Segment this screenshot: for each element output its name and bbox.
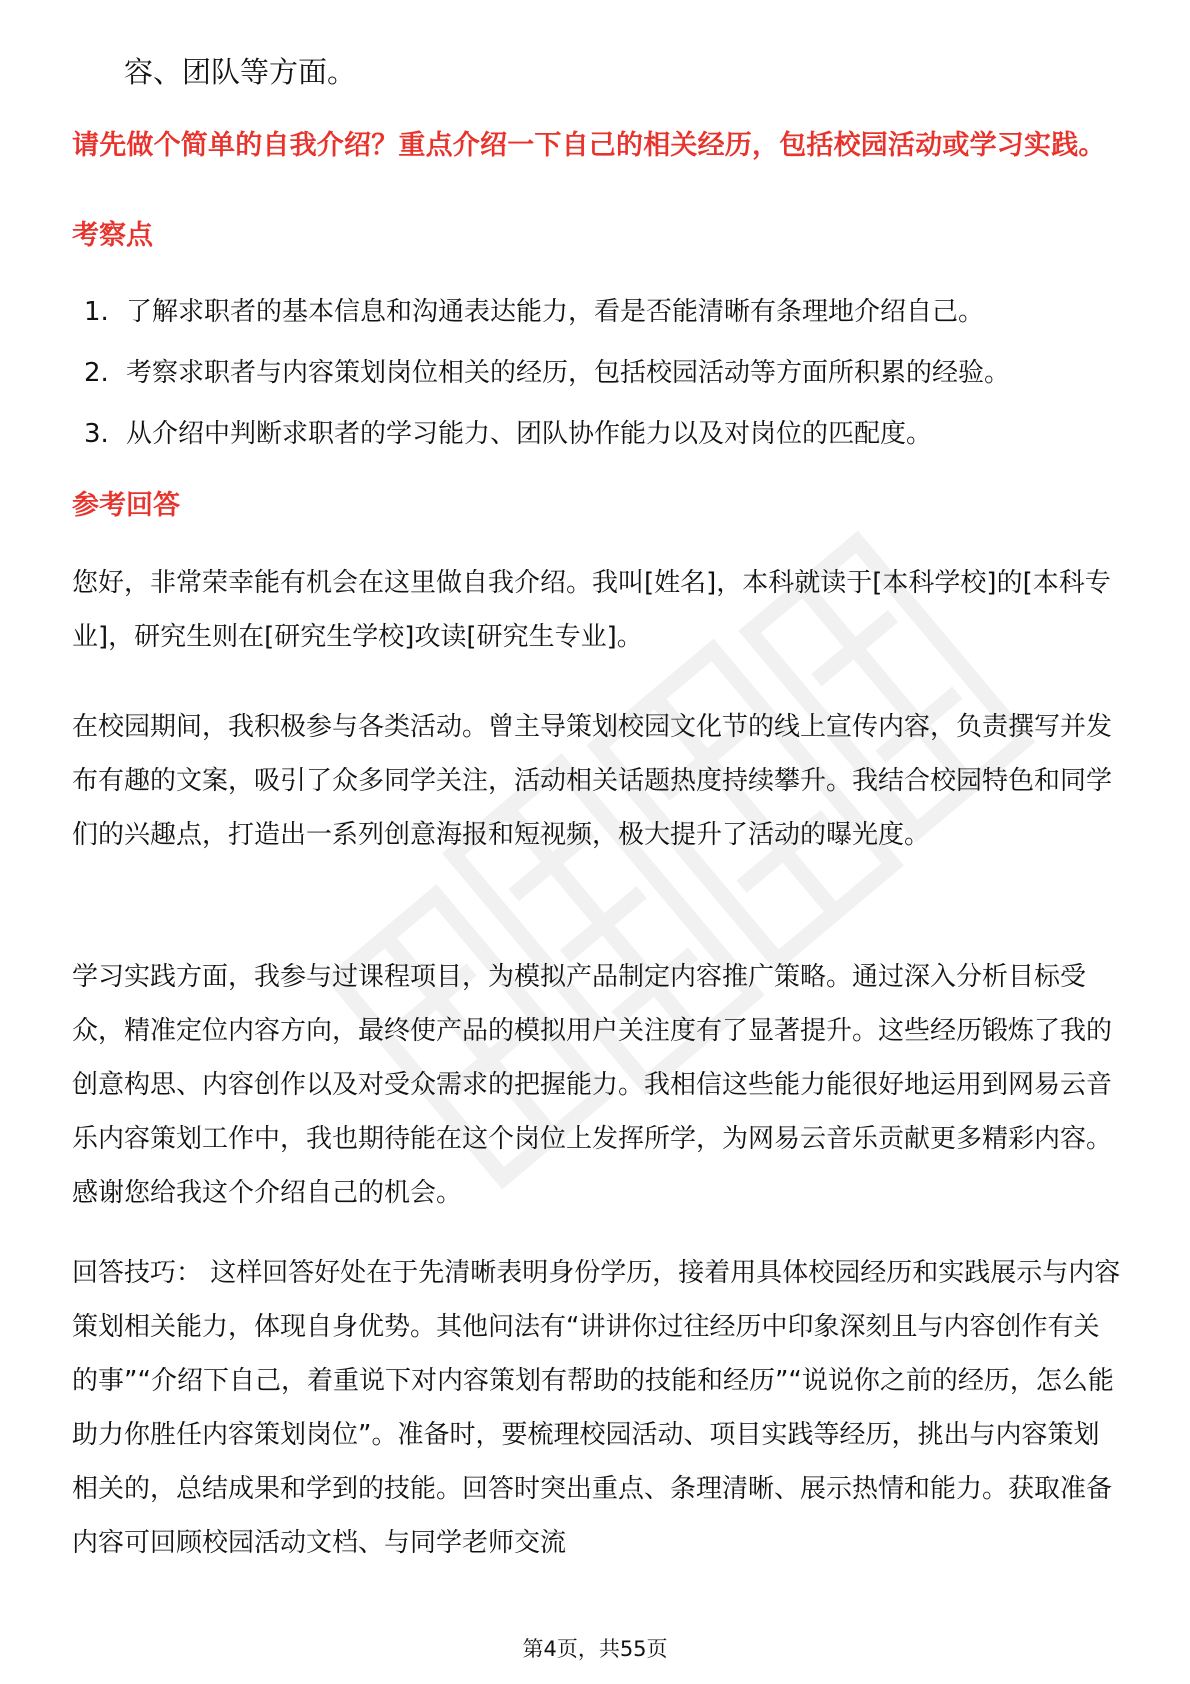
answer-heading: 参考回答 <box>72 490 180 521</box>
points-heading: 考察点 <box>72 220 153 251</box>
list-item <box>84 353 1124 414</box>
continued-text-line: 容、团队等方面。 <box>124 55 357 89</box>
list-item <box>84 292 1124 353</box>
list-text: 了解求职者的基本信息和沟通表达能力，看是否能清晰有条理地介绍自己。 <box>126 297 985 327</box>
list-number: 2. <box>84 358 109 388</box>
answer-paragraph-practice: 学习实践方面，我参与过课程项目，为模拟产品制定内容推广策略。通过深入分析目标受众，精准定位内容方向，最终使产品的模拟用户关注度有了显著提升。这些经历锻炼了我的创意构思、内容创作以及对受众需求的把握能力。我相信这些能力能很好地运用到网易云音乐内容策划工作中，我也期待能在这个岗位上发挥所学，为网易云音乐贡献更多精彩内容。感谢您给我这个介绍自己的机会。 <box>72 962 1113 1208</box>
assessment-points-list <box>84 292 1124 475</box>
list-number: 3. <box>84 419 109 449</box>
page-number-footer: 第4页，共55页 <box>522 1637 668 1661</box>
answer-paragraph-intro: 您好，非常荣幸能有机会在这里做自我介绍。我叫[姓名]，本科就读于[本科学校]的[本科专业]，研究生则在[研究生学校]攻读[研究生专业]。 <box>72 568 1111 652</box>
list-item <box>84 414 1124 475</box>
answer-tips-paragraph: 回答技巧： 这样回答好处在于先清晰表明身份学历，接着用具体校园经历和实践展示与内容策划相关能力，体现自身优势。其他问法有“讲讲你过往经历中印象深刻且与内容创作有关的事”“介绍下自己，着重说下对内容策划有帮助的技能和经历”“说说你之前的经历，怎么能助力你胜任内容策划岗位”。准备时，要梳理校园活动、项目实践等经历，挑出与内容策划相关的，总结成果和学到的技能。回答时突出重点、条理清晰、展示热情和能力。获取准备内容可回顾校园活动文档、与同学老师交流 <box>72 1258 1121 1558</box>
list-number: 1. <box>84 297 109 327</box>
answer-paragraph-campus: 在校园期间，我积极参与各类活动。曾主导策划校园文化节的线上宣传内容，负责撰写并发布有趣的文案，吸引了众多同学关注，活动相关话题热度持续攀升。我结合校园特色和同学们的兴趣点，打造出一系列创意海报和短视频，极大提升了活动的曝光度。 <box>72 712 1113 850</box>
interview-question: 请先做个简单的自我介绍？重点介绍一下自己的相关经历，包括校园活动或学习实践。 <box>72 130 1106 161</box>
list-text: 从介绍中判断求职者的学习能力、团队协作能力以及对岗位的匹配度。 <box>126 419 933 449</box>
list-text: 考察求职者与内容策划岗位相关的经历，包括校园活动等方面所积累的经验。 <box>126 358 1011 388</box>
